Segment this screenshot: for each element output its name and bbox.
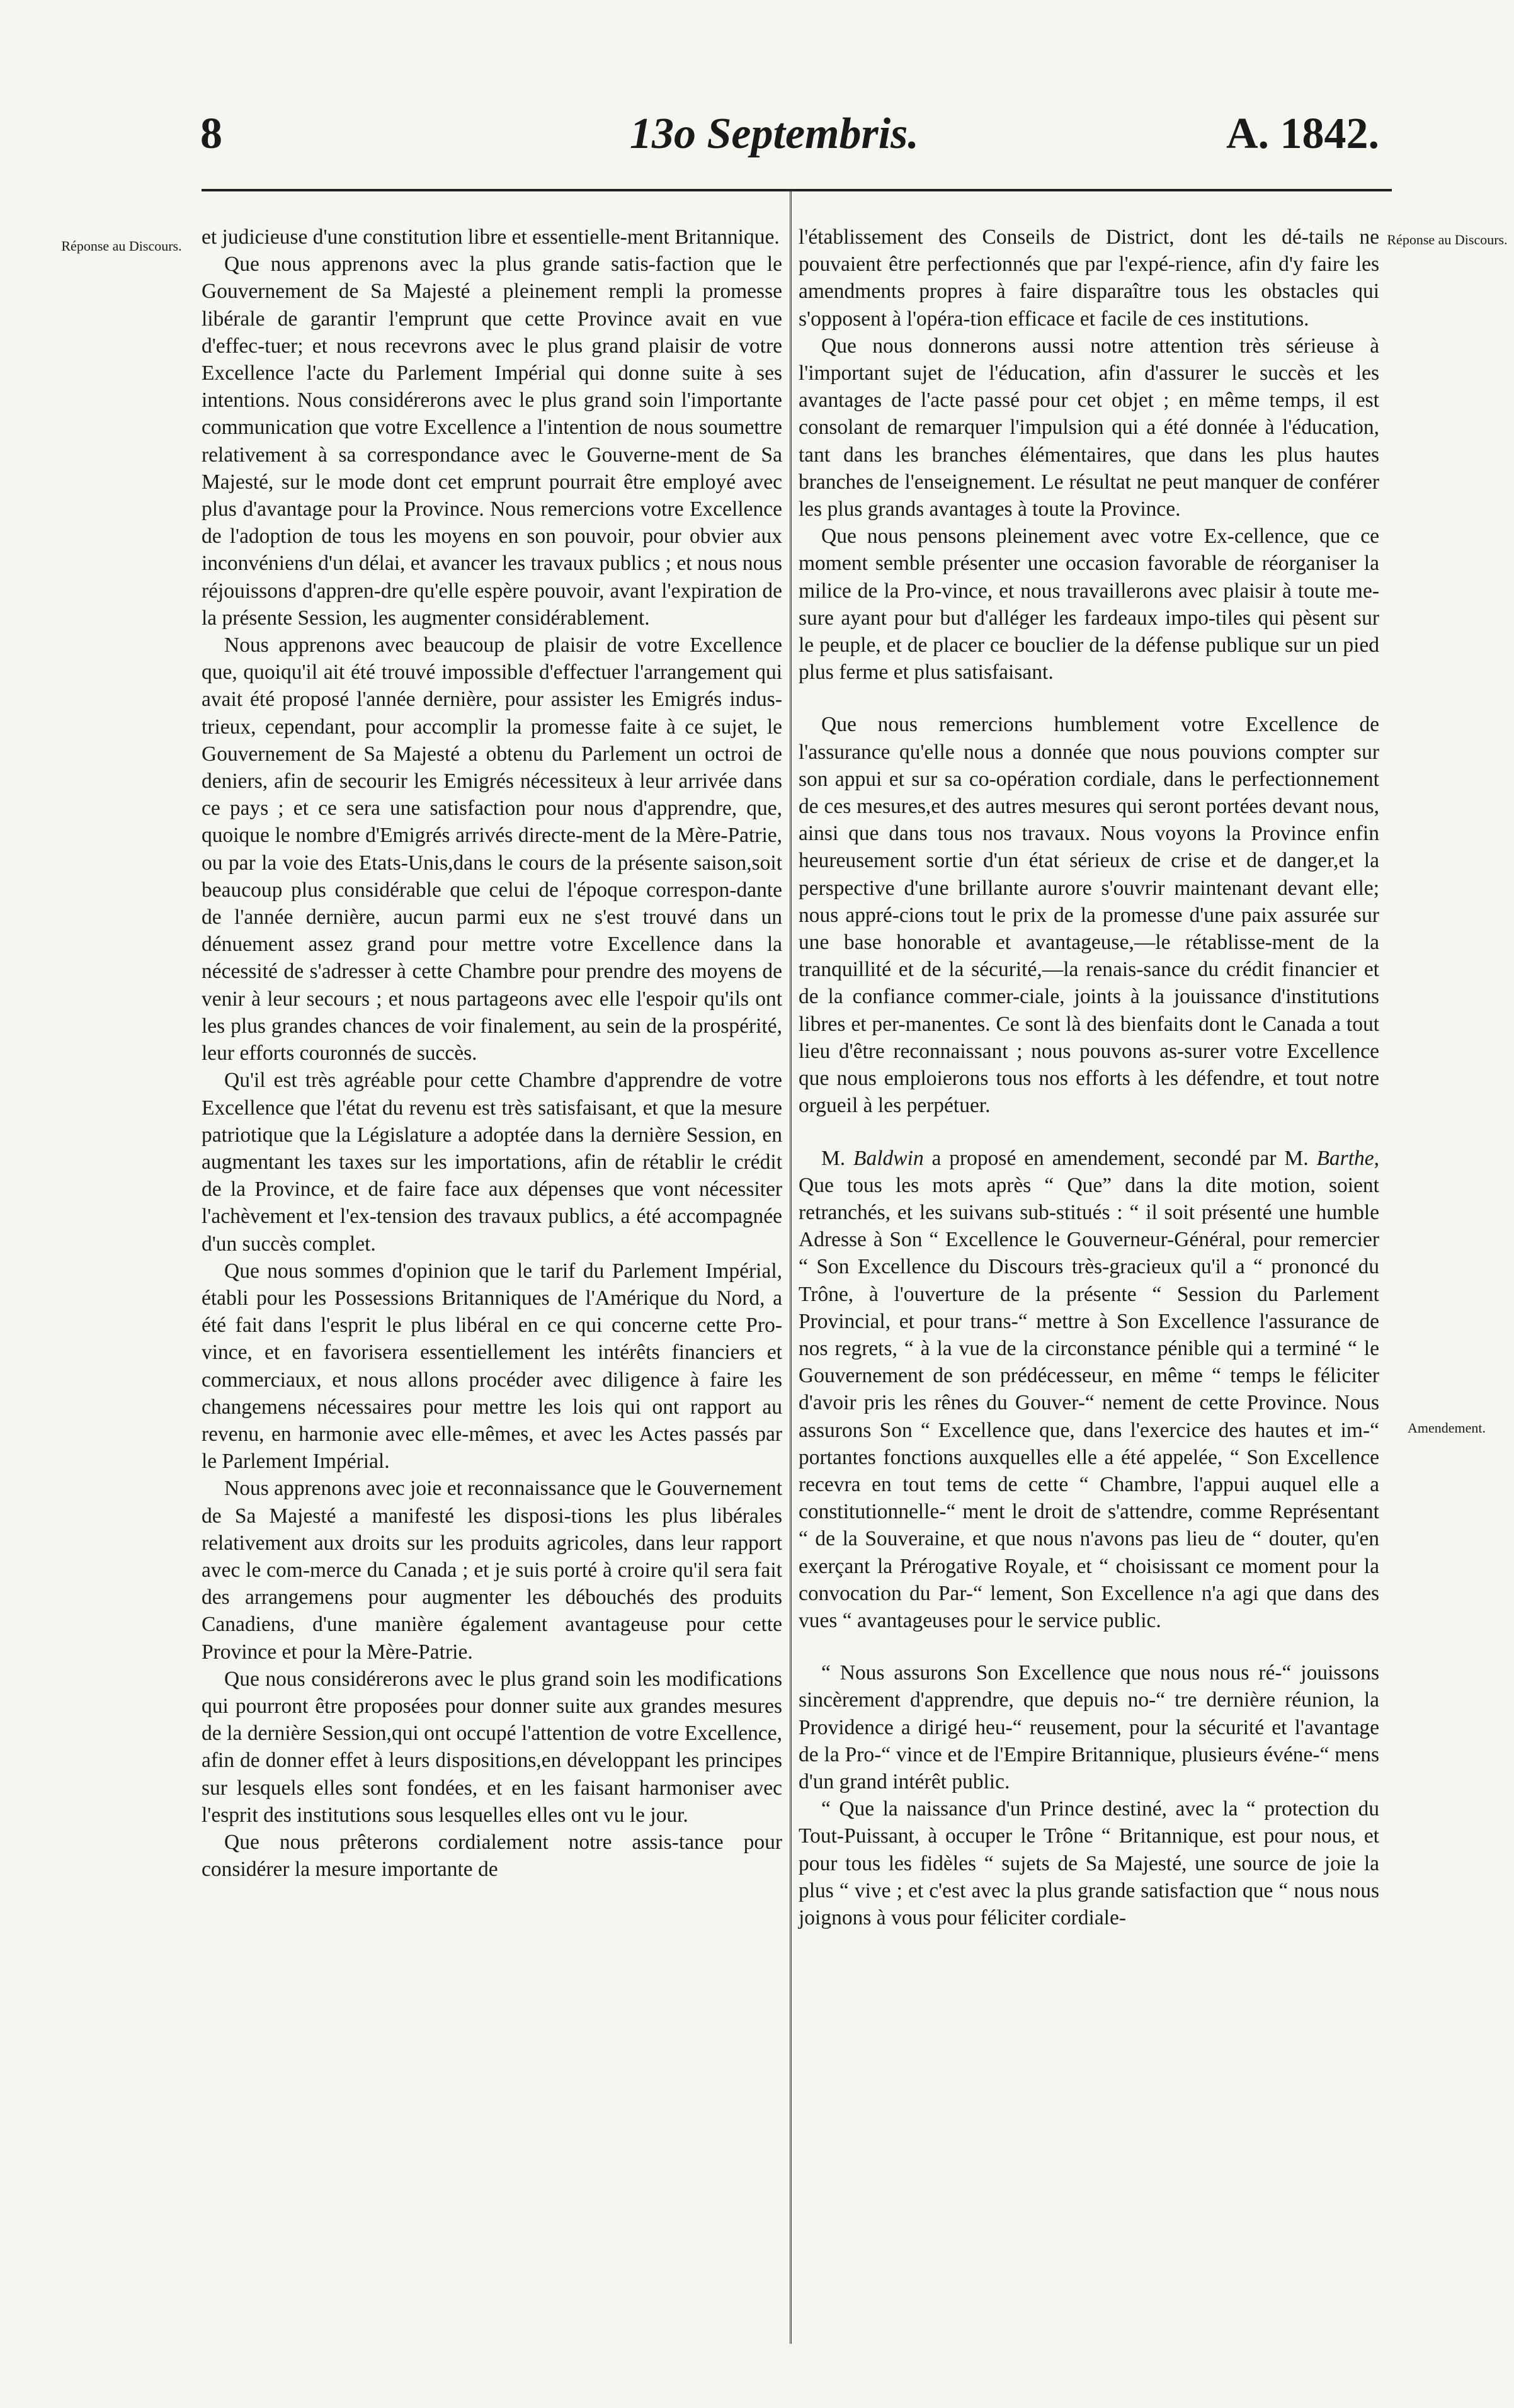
paragraph: Que nous donnerons aussi notre attention très sérieuse à l'important sujet de l'éducation, afin d'assurer le succès et les avantages de l'acte passé pour cet objet ; en même temps, il est consolant de remarquer l'impulsion qui a été donnée à l'éducation, tant dans les branches élémentaires, que dans les plus hautes branches de l'enseignement. Le résultat ne peut manquer de conférer les plus grands avantages à toute la Province. [799, 334, 1379, 521]
left-column [202, 224, 782, 1883]
header-rule [202, 189, 1392, 191]
seconder-name: Barthe [1316, 1146, 1374, 1170]
paragraph: Que nous considérerons avec le plus grand soin les modifications qui pourront être proposées pour donner suite aux grandes mesures de la dernière Session,qui ont occupé l'attention de votre Excellence, afin de donner effet à leurs dispositions,en développant les principes sur lesquels elles sont fondées, et en les faisant harmoniser avec l'esprit des institutions sous lesquelles elles ont vu le jour. [202, 1667, 782, 1827]
amendment-text: a proposé en amendement, secondé par M. [923, 1146, 1317, 1170]
amendment-text: , Que tous les mots après “ Que” dans la dite motion, soient retranchés, et les suivans sub-stitués : “ il soit présenté une humble Adresse à Son “ Excellence le Gouverneur-Général, pour remercier “ Son Excellence du Discours très-gracieux qu'il a “ prononcé du Trône, à l'ouverture de la présente “ Session du Parlement Provincial, et pour trans-“ mettre à Son Excellence l'assurance de nos regrets, “ à la vue de la circonstance pénible qui a terminé “ le Gouvernement de son prédécesseur, en même “ temps le féliciter d'avoir pris les rênes du Gouver-“ nement de cette Province. Nous assurons Son “ Excellence que, dans l'exercice des hautes et im-“ portantes fonctions auxquelles elle a été appelée, “ Son Excellence recevra en tout tems de cette “ Chambre, l'appui auquel elle a constitutionnelle-“ ment le droit de s'attendre, comme Représentant “ de la Souveraine, et que nous n'avons pas lieu de “ douter, qu'en exerçant la Prérogative Royale, et “ choisissant ce moment pour la convocation du Par-“ lement, Son Excellence n'a agi que dans des vues “ avantageuses pour le service public. [799, 1146, 1379, 1632]
paragraph: “ Nous assurons Son Excellence que nous nous ré-“ jouissons sincèrement d'apprendre, que depuis no-“ tre dernière réunion, la Providence a dirigé heu-“ reusement, pour la sécurité et l'avantage de la Pro-“ vince et de l'Empire Britannique, plusieurs événe-“ mens d'un grand intérêt public. [799, 1661, 1379, 1793]
right-column [799, 224, 1379, 1931]
paragraph: Nous apprenons avec beaucoup de plaisir de votre Excellence que, quoiqu'il ait été trouvé impossible d'effectuer l'arrangement qui avait été proposé l'année dernière, pour assister les Emigrés indus-trieux, cependant, pour accomplir la promesse faite à ce sujet, le Gouvernement de Sa Majesté a obtenu du Parlement un octroi de deniers, afin de secourir les Emigrés nécessiteux à leur arrivée dans ce pays ; et ce sera une satisfaction pour nous d'apprendre, que, quoique le nombre d'Emigrés arrivés directe-ment de la Mère-Patrie, ou par la voie des Etats-Unis,dans le cours de la présente saison,soit beaucoup plus considérable que celui de l'époque correspon-dante de l'année dernière, aucun parmi eux ne s'est trouvé dans un dénuement assez grand pour mettre votre Excellence dans la nécessité de s'adresser à cette Chambre pour prendre des moyens de venir à leur secours ; et nous partageons avec elle l'espoir qu'ils ont les plus grandes chances de voir finalement, au sein de la prospérité, leur efforts couronnés de succès. [202, 633, 782, 1065]
paragraph: Nous apprenons avec joie et reconnaissance que le Gouvernement de Sa Majesté a manifesté les disposi-tions les plus libérales relativement aux droits sur les produits agricoles, dans leur rapport avec le com-merce du Canada ; et je suis porté à croire qu'il sera fait des arrangemens pour augmenter les débouchés des produits Canadiens, d'une manière également avantageuse pour cette Province et pour la Mère-Patrie. [202, 1477, 782, 1664]
margin-note-reponse-left: Réponse au Discours. [61, 238, 182, 254]
amendment-prefix: M. [821, 1146, 854, 1170]
paragraph: Qu'il est très agréable pour cette Chambre d'apprendre de votre Excellence que l'état du revenu est très satisfaisant, et que la mesure patriotique que la Législature a adoptée dans la dernière Session, en augmentant les taxes sur les importations, afin de rétablir le crédit de la Province, et de faire face aux dépenses que vont nécessiter l'achèvement et l'ex-tension des travaux publics, a été accompagnée d'un succès complet. [202, 1069, 782, 1256]
mover-name: Baldwin [853, 1146, 924, 1170]
page-header [189, 104, 1386, 173]
column-divider [790, 190, 792, 2344]
paragraph: Que nous pensons pleinement avec votre Ex-cellence, que ce moment semble présenter une occasion favorable de réorganiser la milice de la Pro-vince, et nous travaillerons avec plaisir à toute me-sure ayant pour but d'alléger les fardeaux impo-tiles qui pèsent sur le peuple, et de placer ce bouclier de la défense publique sur un pied plus ferme et plus satisfaisant. [799, 525, 1379, 684]
margin-note-amendement: Amendement. [1407, 1420, 1486, 1436]
paragraph: l'établissement des Conseils de District, dont les dé-tails ne pouvaient être perfectionnés que par l'expé-rience, afin d'y faire les amendments propres à faire disparaître tous les obstacles qui s'opposent à l'opéra-tion efficace et facile de ces institutions. [799, 225, 1379, 331]
paragraph: “ Que la naissance d'un Prince destiné, avec la “ protection du Tout-Puissant, à occuper le Trône “ Britannique, est pour nous, et pour tous les fidèles “ sujets de Sa Majesté, une source de joie la plus “ vive ; et c'est avec la plus grande satisfaction que “ nous nous joignons à vous pour féliciter cordiale- [799, 1797, 1379, 1929]
year-heading: A. 1842. [1226, 110, 1379, 158]
date-heading: 13o Septembris. [630, 110, 919, 158]
paragraph: Que nous sommes d'opinion que le tarif du Parlement Impérial, établi pour les Possessions Britanniques de l'Amérique du Nord, a été fait dans l'esprit le plus libéral en ce qui concerne cette Pro-vince, et en favorisera essentiellement les intérêts financiers et commerciaux, et nous allons procéder avec diligence à faire les changemens nécessaires pour mettre les lois qui ont rapport au revenu, en harmonie avec elle-mêmes, et avec les Actes passés par le Parlement Impérial. [202, 1259, 782, 1474]
page-number: 8 [200, 110, 222, 158]
paragraph: Que nous remercions humblement votre Excellence de l'assurance qu'elle nous a donnée que nous pouvions compter sur son appui et sur sa co-opération cordiale, dans le perfectionnement de ces mesures,et des autres mesures qui seront portées devant nous, ainsi que dans tous nos travaux. Nous voyons la Province enfin heureusement sortie d'un état sérieux de crise et de danger,et la perspective d'une brillante aurore s'ouvrir maintenant devant elle; nous appré-cions tout le prix de la promesse d'une paix assurée sur une base honorable et avantageuse,—le rétablisse-ment de la tranquillité et de la sécurité,—la renais-sance du crédit financier et de la confiance commer-ciale, joints à la jouissance d'institutions libres et per-manentes. Ce sont là des bienfaits dont le Canada a tout lieu d'être reconnaissant ; nous pouvons as-surer votre Excellence que nous emploierons tous nos efforts à les défendre, et tout notre orgueil à les perpétuer. [799, 713, 1379, 1118]
margin-note-reponse-right: Réponse au Discours. [1387, 232, 1508, 247]
amendment-paragraph [799, 1145, 1379, 1635]
paragraph: Que nous apprenons avec la plus grande satis-faction que le Gouvernement de Sa Majesté a pleinement rempli la promesse libérale de garantir l'emprunt que cette Province avait en vue d'effec-tuer; et nous recevrons avec le plus grand plaisir de votre Excellence l'acte du Parlement Impérial qui donne suite à ses intentions. Nous considérerons avec le plus grand soin l'importante communication que votre Excellence a l'intention de nous soumettre relativement à sa correspondance avec le Gouverne-ment de Sa Majesté, sur le mode dont cet emprunt pourrait être employé avec plus d'avantage pour la Province. Nous remercions votre Excellence de l'adoption de tous les moyens en son pouvoir, pour obvier aux inconvéniens d'un délai, et avancer les travaux publics ; et nous nous réjouissons d'appren-dre qu'elle espère pouvoir, avant l'expiration de la présente Session, les augmenter considérablement. [202, 253, 782, 630]
paragraph: et judicieuse d'une constitution libre et essentielle-ment Britannique. [202, 225, 780, 249]
paragraph: Que nous prêterons cordialement notre assis-tance pour considérer la mesure importante de [202, 1830, 782, 1882]
